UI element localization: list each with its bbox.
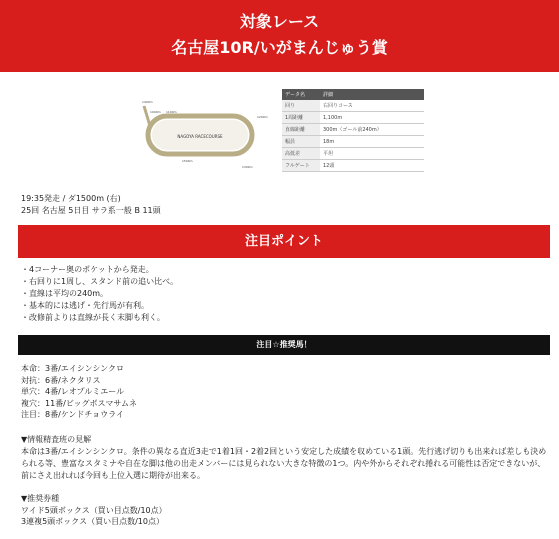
list-item: ・右回りに1周し、スタンド前の追い比べ。 <box>21 277 179 286</box>
table-row: 1周距離 1,100m <box>282 112 424 124</box>
table-header: データ名 <box>282 89 320 100</box>
course-info-table <box>282 89 424 172</box>
list-item: ・基本的には逃げ・先行馬が有利。 <box>21 301 149 310</box>
race-time-distance: 19:35発走 / ダ1500m (右) <box>21 194 121 203</box>
list-item: ・4コーナー奥のポケットから発走。 <box>21 265 154 274</box>
list-item: 単穴：4番/レオプルミエール <box>21 387 125 396</box>
list-item: 注目：8番/ケンドチョウライ <box>21 410 124 419</box>
attention-points <box>21 264 178 324</box>
distance-label: 1200m <box>257 115 268 119</box>
race-name: 名古屋10R/いがまんじゅう賞 <box>171 38 388 57</box>
distance-label: 1300m <box>242 165 253 169</box>
table-row: 高低差 平坦 <box>282 148 424 160</box>
table-row: 回り 右回りコース <box>282 100 424 112</box>
recommend-heading: 注目☆推奨馬！ <box>18 335 550 355</box>
list-item: 本命：3番/エイシンシンクロ <box>21 364 125 373</box>
list-item: ・改修前よりは直線が長く末脚も利く。 <box>21 313 165 322</box>
distance-label: 1000m <box>150 110 161 114</box>
list-item: 3連複5頭ボックス（買い目点数/10点） <box>21 517 164 526</box>
race-header <box>0 0 559 72</box>
distance-label: 1100m <box>166 110 177 114</box>
analysis-section <box>21 434 551 482</box>
recommend-picks <box>21 363 137 421</box>
race-meeting: 25回 名古屋 5日目 サラ系一般 B 11頭 <box>21 206 161 215</box>
tickets-heading: ▼推奨券種 <box>21 494 60 503</box>
distance-label: 1400m <box>142 100 153 104</box>
list-item: ・直線は平均の240m。 <box>21 289 109 298</box>
analysis-heading: ▼情報精査班の見解 <box>21 435 92 444</box>
attention-heading: 注目ポイント <box>18 225 550 258</box>
race-info <box>21 193 161 217</box>
list-item: 複穴：11番/ビッグボスマサムネ <box>21 398 137 408</box>
tickets-section <box>21 493 167 528</box>
table-row: 直線距離 300m（ゴール前240m） <box>282 124 424 136</box>
distance-label: 1500m <box>182 159 193 163</box>
table-row: フルゲート 12頭 <box>282 160 424 172</box>
analysis-body: 本命は3番/エイシンシンクロ。条件の異なる直近3走で1着1回・2着2回という安定した成績を収めている1頭。先行逃げ切りも出来れば差しも決められる等、豊富なスタミナや自在な脚は他の出走メンバーには見られない大きな特徴の1つ。内や外からそれぞれ捲れる可能性は否定できないが、前にさえ出れれば今回も上位入選に期待が出来る。 <box>21 447 547 480</box>
course-map <box>140 96 270 176</box>
list-item: ワイド5頭ボックス（買い目点数/10点） <box>21 505 167 515</box>
header-title: 対象レース <box>239 12 320 31</box>
course-label: NAGOYA RACECOURSE <box>177 134 223 139</box>
table-row: 幅員 18m <box>282 136 424 148</box>
list-item: 対抗：6番/ネクタリス <box>21 375 101 385</box>
table-header: 詳細 <box>320 89 424 100</box>
pocket-line <box>144 106 150 126</box>
